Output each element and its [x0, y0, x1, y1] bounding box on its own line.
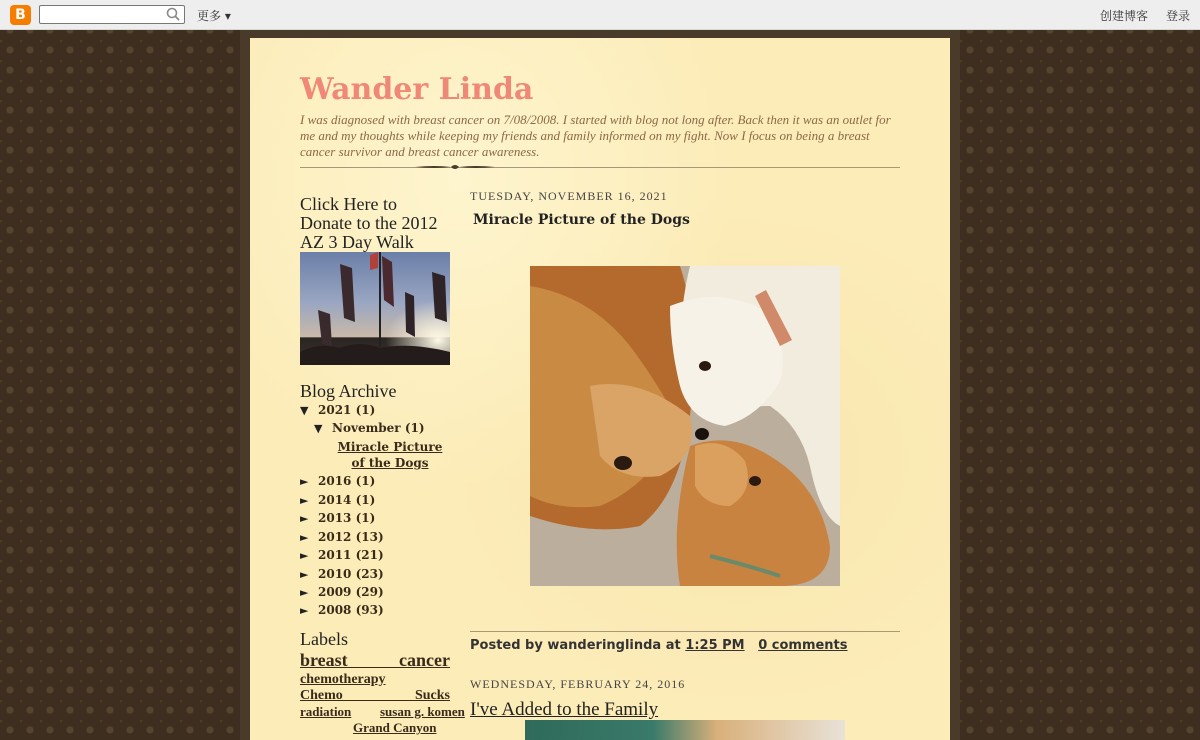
- post-footer: [470, 638, 848, 653]
- label-link[interactable]: chemotherapy: [300, 672, 386, 687]
- archive-count: (1): [355, 474, 376, 488]
- expand-triangle-icon[interactable]: ►: [300, 531, 309, 544]
- archive-count: (1): [355, 493, 376, 507]
- post-title[interactable]: I've Added to the Family: [470, 699, 659, 720]
- archive-month-november[interactable]: [314, 421, 425, 439]
- collapse-triangle-icon[interactable]: ▼: [314, 422, 323, 435]
- post-date-header: TUESDAY, NOVEMBER 16, 2021: [470, 189, 668, 203]
- comments-link[interactable]: 0 comments: [758, 638, 848, 653]
- blog-page: [250, 38, 950, 740]
- archive-year-2016[interactable]: [300, 474, 375, 492]
- label-link[interactable]: Grand Canyon: [353, 720, 437, 735]
- archive-year-label[interactable]: 2012: [318, 530, 352, 544]
- posted-by-prefix: Posted by: [470, 638, 543, 653]
- walk-banners-graphic: [300, 252, 450, 365]
- post-footer-divider: [470, 631, 900, 632]
- archive-year-label[interactable]: 2010: [318, 567, 352, 581]
- expand-triangle-icon[interactable]: ►: [300, 475, 309, 488]
- donate-widget-title[interactable]: Click Here to Donate to the 2012 AZ 3 Day Walk: [300, 194, 438, 252]
- archive-year-2010[interactable]: [300, 567, 384, 585]
- label-link[interactable]: breast cancer: [300, 650, 450, 670]
- post-title[interactable]: Miracle Picture of the Dogs: [473, 212, 690, 228]
- post-author[interactable]: wanderinglinda: [547, 638, 662, 653]
- chevron-down-icon: ▾: [224, 9, 231, 23]
- donate-walk-image[interactable]: [300, 252, 450, 365]
- archive-year-2011[interactable]: [300, 548, 384, 566]
- archive-year-label[interactable]: 2011: [318, 548, 352, 562]
- archive-widget-title: Blog Archive: [300, 381, 397, 401]
- archive-count: (21): [355, 548, 384, 562]
- archive-year-label[interactable]: 2016: [318, 474, 352, 488]
- expand-triangle-icon[interactable]: ►: [300, 512, 309, 525]
- archive-month-label[interactable]: November: [332, 421, 401, 435]
- post-time-link[interactable]: 1:25 PM: [685, 638, 745, 653]
- archive-count: (23): [355, 567, 384, 581]
- archive-count: (1): [404, 421, 425, 435]
- expand-triangle-icon[interactable]: ►: [300, 494, 309, 507]
- label-link[interactable]: radiation: [300, 704, 352, 719]
- collapse-triangle-icon[interactable]: ▼: [300, 404, 309, 417]
- ornament-icon: [415, 163, 495, 171]
- archive-year-label[interactable]: 2014: [318, 493, 352, 507]
- archive-year-2008[interactable]: [300, 603, 384, 621]
- blogger-logo-icon[interactable]: B: [10, 5, 31, 25]
- archive-count: (93): [355, 603, 384, 617]
- archive-year-label[interactable]: 2021: [318, 403, 352, 417]
- label-link[interactable]: susan g. komen: [380, 704, 465, 719]
- archive-count: (1): [355, 403, 376, 417]
- archive-year-label[interactable]: 2009: [318, 585, 352, 599]
- expand-triangle-icon[interactable]: ►: [300, 604, 309, 617]
- archive-year-2021[interactable]: [300, 403, 375, 421]
- create-blog-link[interactable]: 创建博客: [1100, 9, 1149, 23]
- archive-year-2012[interactable]: [300, 530, 384, 548]
- archive-count: (13): [355, 530, 384, 544]
- archive-count: (29): [355, 585, 384, 599]
- archive-year-label[interactable]: 2008: [318, 603, 352, 617]
- expand-triangle-icon[interactable]: ►: [300, 549, 309, 562]
- archive-post-link[interactable]: Miracle Picture of the Dogs: [337, 440, 443, 470]
- expand-triangle-icon[interactable]: ►: [300, 586, 309, 599]
- label-link[interactable]: Chemo Sucks: [300, 688, 450, 703]
- labels-widget-title: Labels: [300, 629, 348, 649]
- post-date-header: WEDNESDAY, FEBRUARY 24, 2016: [470, 677, 686, 691]
- blog-description: I was diagnosed with breast cancer on 7/08/2008. I started with blog not long after. Back then it was an outlet for me and my thoughts while keeping my friends and family informed on my fight. Now I focus on being a breast cancer survivor and breast cancer awareness.: [300, 112, 891, 159]
- dogs-photo-graphic: [530, 266, 840, 586]
- archive-year-label[interactable]: 2013: [318, 511, 352, 525]
- post-image-dogs[interactable]: [530, 266, 840, 586]
- search-input[interactable]: [39, 5, 185, 24]
- more-menu-label: 更多: [197, 9, 222, 23]
- archive-year-2009[interactable]: [300, 585, 384, 603]
- more-menu[interactable]: [197, 7, 231, 24]
- archive-count: (1): [355, 511, 376, 525]
- login-link[interactable]: 登录: [1166, 9, 1191, 23]
- posted-at: at: [665, 638, 681, 653]
- expand-triangle-icon[interactable]: ►: [300, 568, 309, 581]
- blog-title[interactable]: Wander Linda: [300, 72, 534, 107]
- archive-year-2014[interactable]: [300, 493, 375, 511]
- top-navbar: [0, 0, 1200, 30]
- search-icon[interactable]: [166, 7, 180, 21]
- archive-year-2013[interactable]: [300, 511, 375, 529]
- post-image-family[interactable]: [525, 720, 845, 740]
- header-divider: [300, 167, 900, 168]
